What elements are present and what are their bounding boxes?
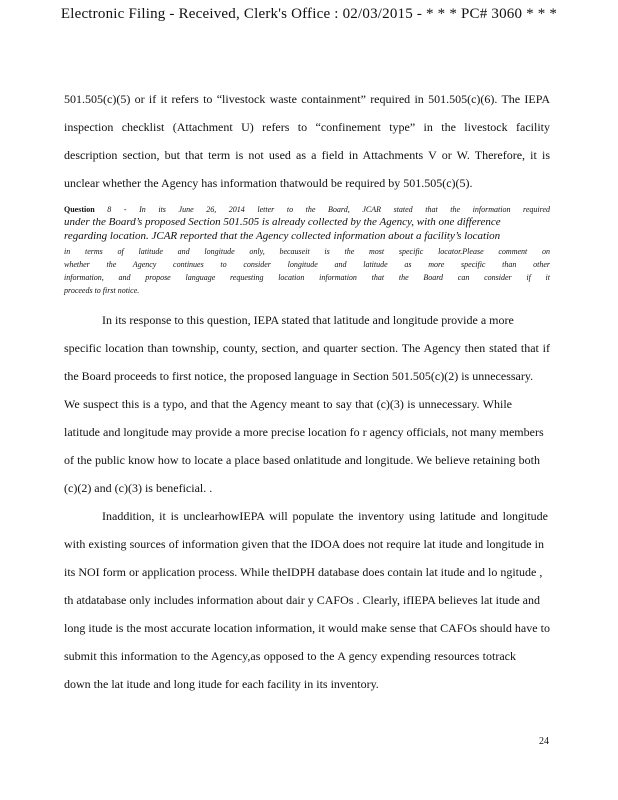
paragraph-2-line: (c)(2) and (c)(3) is beneficial. . xyxy=(64,481,213,495)
paragraph-3-line: Inaddition, it is unclearhowIEPA will populate the inventory using latitude and longitude xyxy=(102,509,548,523)
paragraph-3-line: th atdatabase only includes information about dair y CAFOs . Clearly, ifIEPA believes lat itude and xyxy=(64,593,540,607)
paragraph-1-line: 501.505(c)(5) or if it refers to “livestock waste containment” required in 501.505(c)(6). The IEPA xyxy=(64,92,550,106)
paragraph-3-line: its NOI form or application process. While theIDPH database does contain lat itude and lo ngitude , xyxy=(64,565,543,579)
paragraph-2-line: of the public know how to locate a place based onlatitude and longitude. We believe retaining both xyxy=(64,453,540,467)
question-text-start: 8 - In its June 26, 2014 letter to the Board, JCAR stated that the information required xyxy=(107,205,551,214)
question-line: information, and propose language requesting location information that the Board can consider if it xyxy=(64,273,550,282)
paragraph-2-line: latitude and longitude may provide a more precise location fo r agency officials, not many members xyxy=(64,425,544,439)
paragraph-2-line: specific location than township, county, section, and quarter section. The Agency then stated that if xyxy=(64,341,550,355)
paragraph-3-line: long itude is the most accurate location information, it would make sense that CAFOs should have to xyxy=(64,621,550,635)
paragraph-1-line: inspection checklist (Attachment U) refers to “confinement type” in the livestock facility xyxy=(64,120,550,134)
paragraph-3-line: submit this information to the Agency,as opposed to the A gency expending resources totrack xyxy=(64,649,516,663)
filing-header: Electronic Filing - Received, Clerk's Office : 02/03/2015 - * * * PC# 3060 * * * xyxy=(60,6,558,22)
question-line: whether the Agency continues to consider longitude and latitude as more specific than other xyxy=(64,260,550,269)
paragraph-3-line: with existing sources of information given that the IDOA does not require lat itude and longitude in xyxy=(64,537,544,551)
question-label: Question xyxy=(64,205,95,214)
paragraph-3-line: down the lat itude and long itude for each facility in its inventory. xyxy=(64,677,379,691)
paragraph-2-line: In its response to this question, IEPA stated that latitude and longitude provide a more xyxy=(102,313,514,327)
question-line xyxy=(64,204,550,215)
paragraph-2-line: We suspect this is a typo, and that the Agency meant to say that (c)(3) is unnecessary. While xyxy=(64,397,512,411)
question-line: under the Board’s proposed Section 501.505 is already collected by the Agency, with one difference xyxy=(64,216,501,228)
question-line: in terms of latitude and longitude only, becauseit is the most specific locator.Please comment on xyxy=(64,247,550,256)
page-number: 24 xyxy=(539,736,549,747)
paragraph-1-line: unclear whether the Agency has information thatwould be required by 501.505(c)(5). xyxy=(64,176,473,190)
question-line: proceeds to first notice. xyxy=(64,286,140,295)
paragraph-1-line: description section, but that term is not used as a field in Attachments V or W. Therefore, it is xyxy=(64,148,550,162)
paragraph-2-line: the Board proceeds to first notice, the proposed language in Section 501.505(c)(2) is unnecessary. xyxy=(64,369,534,383)
question-line: regarding location. JCAR reported that the Agency collected information about a facility’s location xyxy=(64,230,501,242)
